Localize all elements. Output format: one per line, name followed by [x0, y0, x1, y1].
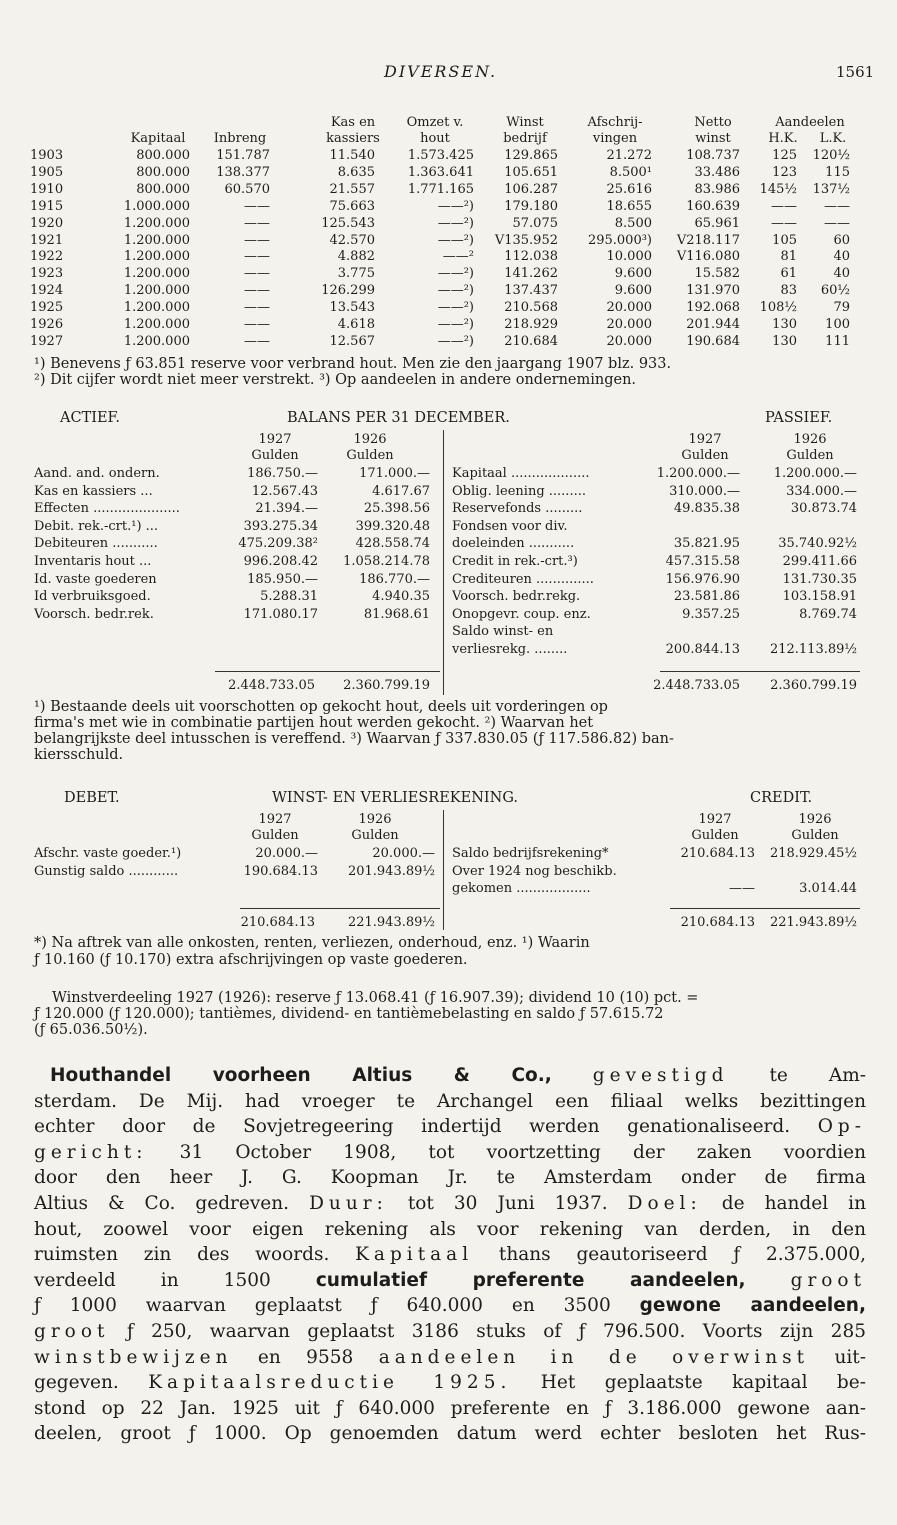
- ledger-label: Debiteuren ...........: [34, 536, 158, 552]
- table-cell: 1.771.165: [407, 181, 474, 197]
- winstverdeeling-line: Winstverdeeling 1927 (1926): reserve ƒ 13.068.41 (ƒ 16.907.39); dividend 10 (10) pct. =: [52, 990, 699, 1006]
- ledger-value: 334.000.—: [786, 483, 857, 499]
- ledger-value: 399.320.48: [355, 518, 430, 534]
- table-cell: 4.618: [337, 317, 375, 332]
- text-line: [34, 1319, 866, 1345]
- table-cell: 1.200.000: [123, 283, 190, 299]
- table-cell: 111: [825, 333, 850, 349]
- table-cell: 20.000: [606, 333, 652, 349]
- col-header-vingen: vingen: [592, 131, 638, 146]
- table-cell: ——²: [442, 249, 474, 265]
- table-cell: ——: [244, 333, 270, 349]
- table-cell: 125: [772, 148, 797, 163]
- text-span: gericht:: [34, 1141, 148, 1163]
- text-span: Kapitaal: [355, 1244, 474, 1266]
- col-header-kapitaal: Kapitaal: [130, 131, 186, 146]
- total-value: 221.943.89½: [347, 915, 435, 930]
- ledger-value: 186.750.—: [247, 466, 318, 481]
- ledger-label: Afschr. vaste goeder.¹): [34, 846, 182, 861]
- ledger-label: Onopgevr. coup. enz.: [452, 606, 591, 622]
- total-value: 2.360.799.19: [343, 678, 430, 693]
- total-rule: [670, 908, 860, 909]
- table-cell: ——: [244, 283, 270, 299]
- unit-header: Gulden: [251, 448, 299, 463]
- column-divider: [443, 810, 444, 930]
- ledger-value: 35.740.92½: [778, 536, 857, 552]
- table-cell: 8.635: [337, 164, 375, 180]
- text-span: gegeven.: [34, 1372, 119, 1394]
- col-header-lk: L.K.: [819, 131, 847, 146]
- year-header: 1926: [353, 432, 387, 447]
- text-span: te Am-: [769, 1065, 866, 1086]
- ledger-value: 186.770.—: [359, 571, 430, 587]
- text-span: groot: [790, 1269, 867, 1291]
- total-value: 2.360.799.19: [770, 678, 857, 693]
- table-cell: 79: [833, 300, 850, 316]
- table-cell: ——: [244, 198, 270, 214]
- table-cell: 83.986: [694, 181, 740, 197]
- year-header: 1926: [798, 812, 832, 827]
- table-cell: 105: [772, 232, 797, 248]
- ledger-value: 35.821.95: [673, 536, 740, 552]
- text-line: door den heer J. G. Koopman Jr. te Amsterdam onder de firma: [34, 1167, 866, 1189]
- ledger-value: 996.208.42: [243, 554, 318, 569]
- text-span: verdeeld in 1500: [34, 1269, 271, 1291]
- col-header-winst: Winst: [506, 115, 544, 130]
- table-cell: 75.663: [329, 198, 375, 214]
- text-line: [34, 1140, 866, 1166]
- col-header-omzet: Omzet v.: [406, 115, 464, 130]
- year-cell: 1905: [30, 164, 64, 180]
- text-span: Doel:: [627, 1192, 702, 1214]
- page-title: DIVERSEN.: [384, 62, 498, 81]
- table-cell: 42.570: [329, 232, 375, 248]
- ledger-value: 1.200.000.—: [773, 466, 857, 481]
- table-cell: 13.543: [329, 300, 375, 316]
- year-header: 1927: [258, 432, 292, 447]
- table-cell: ——²): [437, 215, 474, 231]
- table-cell: ——²): [437, 317, 474, 332]
- table-cell: 1.200.000: [123, 333, 190, 349]
- text-span: ƒ 1000 waarvan geplaatst ƒ 640.000 en 3500: [34, 1295, 611, 1317]
- table-cell: 179.180: [504, 198, 558, 214]
- ledger-label: Reservefonds .........: [452, 501, 583, 517]
- table-cell: 8.500: [614, 215, 652, 231]
- ledger-value: 299.411.66: [782, 554, 857, 569]
- text-span: Het geplaatste kapitaal be-: [540, 1372, 866, 1394]
- col-header-hout: hout: [420, 131, 450, 146]
- table-cell: 210.684: [504, 333, 558, 349]
- ledger-value: 30.873.74: [790, 501, 857, 517]
- ledger-label: Kas en kassiers ...: [34, 483, 153, 499]
- ledger-label: Gunstig saldo ............: [34, 863, 179, 879]
- footnote: *) Na aftrek van alle onkosten, renten, verliezen, onderhoud, enz. ¹) Waarin: [34, 935, 590, 951]
- table-cell: 115: [825, 164, 850, 180]
- ledger-label: Id verbruiksgoed.: [34, 589, 151, 605]
- table-cell: 123: [772, 164, 797, 180]
- text-line: sterdam. De Mij. had vroeger te Archangel een filiaal welks bezittingen: [34, 1090, 866, 1112]
- ledger-value: 49.835.38: [673, 501, 740, 517]
- table-cell: ——: [244, 266, 270, 282]
- ledger-label: Saldo winst- en: [452, 624, 554, 640]
- table-cell: 4.882: [337, 249, 375, 265]
- ledger-label: Id. vaste goederen: [34, 571, 157, 587]
- year-header: 1927: [688, 432, 722, 447]
- text-span: cumulatief preferente aandeelen,: [315, 1269, 746, 1291]
- winstverdeeling-line: ƒ 120.000 (ƒ 120.000); tantièmes, dividend- en tantièmebelasting en saldo ƒ 57.615.72: [34, 1006, 664, 1022]
- table-cell: 12.567: [329, 333, 375, 349]
- table-cell: 108½: [759, 300, 797, 316]
- table-cell: 11.540: [329, 148, 375, 163]
- table-cell: 201.944: [686, 317, 740, 332]
- table-cell: 40: [833, 249, 850, 265]
- table-cell: 18.655: [606, 198, 652, 214]
- total-value: 221.943.89½: [769, 915, 857, 930]
- column-divider: [443, 430, 444, 695]
- ledger-value: 190.684.13: [243, 863, 318, 879]
- ledger-value: 131.730.35: [782, 571, 857, 587]
- year-header: 1926: [358, 812, 392, 827]
- table-cell: 1.200.000: [123, 232, 190, 248]
- table-cell: ——²): [437, 333, 474, 349]
- table-cell: ——²): [437, 232, 474, 248]
- ledger-value: 218.929.45½: [769, 846, 857, 861]
- total-value: 2.448.733.05: [228, 678, 315, 693]
- ledger-value: 428.558.74: [355, 536, 430, 552]
- table-cell: 81: [780, 249, 797, 265]
- ledger-label: Credit in rek.-crt.³): [452, 554, 578, 569]
- total-value: 210.684.13: [240, 915, 315, 930]
- table-cell: ——: [244, 249, 270, 265]
- table-cell: ——: [771, 198, 797, 214]
- table-cell: 1.363.641: [407, 164, 474, 180]
- col-header-hk: H.K.: [768, 131, 798, 146]
- company-name: Houthandel voorheen Altius & Co.,: [50, 1065, 552, 1086]
- ledger-value: 457.315.58: [665, 554, 740, 569]
- total-rule: [215, 671, 440, 672]
- ledger-label: Aand. and. ondern.: [34, 466, 160, 481]
- text-line: [34, 1191, 866, 1217]
- text-span: ƒ 250, waarvan geplaatst 3186 stuks of ƒ 796.500. Voorts zijn 285: [126, 1320, 866, 1342]
- table-cell: V135.952: [494, 232, 558, 248]
- text-line: [34, 1370, 866, 1396]
- winstverdeeling-line: (ƒ 65.036.50½).: [34, 1022, 148, 1038]
- table-cell: 1.200.000: [123, 249, 190, 265]
- ledger-value: ——: [729, 881, 755, 897]
- table-cell: 108.737: [686, 148, 740, 163]
- table-cell: 137½: [812, 181, 850, 197]
- year-cell: 1921: [30, 232, 64, 248]
- passief-heading: PASSIEF.: [765, 410, 833, 426]
- table-cell: 137.437: [504, 283, 558, 299]
- table-cell: 60½: [820, 283, 850, 299]
- table-cell: 1.200.000: [123, 317, 190, 332]
- total-rule: [240, 908, 440, 909]
- year-cell: 1926: [30, 317, 64, 332]
- debet-heading: DEBET.: [64, 790, 120, 806]
- balans-title: BALANS PER 31 DECEMBER.: [287, 410, 510, 426]
- table-cell: 20.000: [606, 300, 652, 316]
- ledger-value: 475.209.38²: [238, 536, 318, 552]
- total-rule: [660, 671, 860, 672]
- ledger-label: Oblig. leening .........: [452, 483, 586, 499]
- text-span: ruimsten zin des woords.: [34, 1244, 330, 1266]
- text-span: 31 October 1908, tot voortzetting der zaken voordien: [179, 1141, 866, 1163]
- ledger-value: 5.288.31: [260, 589, 318, 605]
- col-header-bedrijf: bedrijf: [503, 131, 547, 146]
- text-line: [34, 1063, 866, 1089]
- actief-heading: ACTIEF.: [60, 410, 120, 426]
- table-cell: 800.000: [136, 148, 190, 163]
- text-span: Op-: [817, 1116, 866, 1138]
- year-cell: 1903: [30, 148, 64, 163]
- text-span: aandeelen in de overwinst: [378, 1346, 810, 1368]
- unit-header: Gulden: [791, 828, 839, 843]
- footnote: firma's met wie in combinatie partijen hout werden gekocht. ²) Waarvan het: [34, 715, 594, 731]
- ledger-value: 12.567.43: [251, 483, 318, 499]
- footnote: belangrijkste deel intusschen is vereffend. ³) Waarvan ƒ 337.830.05 (ƒ 117.586.82) ban-: [34, 731, 674, 747]
- table-cell: 138.377: [216, 164, 270, 180]
- text-line: [34, 1345, 866, 1371]
- footnote: ²) Dit cijfer wordt niet meer verstrekt. ³) Op aandeelen in andere ondernemingen.: [34, 372, 637, 388]
- ledger-value: 393.275.34: [243, 518, 318, 534]
- table-cell: ——: [824, 215, 850, 231]
- table-cell: 21.272: [606, 148, 652, 163]
- table-cell: 800.000: [136, 181, 190, 197]
- text-line: [34, 1293, 866, 1319]
- table-cell: ——: [771, 215, 797, 231]
- table-cell: 130: [772, 333, 797, 349]
- table-cell: 9.600: [614, 266, 652, 282]
- ledger-value: 3.014.44: [799, 881, 857, 897]
- table-cell: 800.000: [136, 164, 190, 180]
- unit-header: Gulden: [681, 448, 729, 463]
- text-span: gewone aandeelen,: [639, 1295, 866, 1317]
- table-cell: ——: [824, 198, 850, 214]
- table-cell: 15.582: [694, 266, 740, 282]
- table-cell: ——: [244, 215, 270, 231]
- col-header-kas-en: Kas en: [330, 115, 376, 130]
- table-cell: 60: [833, 232, 850, 248]
- table-cell: ——: [244, 300, 270, 316]
- ledger-value: 20.000.—: [372, 846, 435, 861]
- ledger-value: 103.158.91: [782, 589, 857, 605]
- wv-title: WINST- EN VERLIESREKENING.: [272, 790, 518, 806]
- table-cell: 210.568: [504, 300, 558, 316]
- text-line: [34, 1114, 866, 1140]
- table-cell: ——²): [437, 198, 474, 214]
- year-cell: 1915: [30, 198, 64, 214]
- year-cell: 1927: [30, 333, 64, 349]
- text-line: [34, 1268, 866, 1294]
- ledger-label: Crediteuren ..............: [452, 571, 594, 587]
- table-cell: 8.500¹: [609, 164, 652, 180]
- year-cell: 1920: [30, 215, 64, 231]
- text-span: Duur:: [309, 1192, 388, 1214]
- text-line: hout, zoowel voor eigen rekening als voor rekening van derden, in den: [34, 1218, 866, 1240]
- table-cell: 10.000: [606, 249, 652, 265]
- table-cell: 1.000.000: [123, 198, 190, 214]
- text-span: Kapitaalsreductie 1925.: [148, 1372, 512, 1394]
- footnote: ¹) Bestaande deels uit voorschotten op gekocht hout, deels uit vorderingen op: [34, 699, 608, 715]
- table-cell: ——²): [437, 266, 474, 282]
- text-span: en 9558: [257, 1346, 354, 1368]
- ledger-value: 23.581.86: [673, 589, 740, 605]
- ledger-value: 8.769.74: [799, 606, 857, 622]
- ledger-label: verliesrekg. ........: [452, 642, 568, 657]
- ledger-label: Inventaris hout ...: [34, 554, 152, 569]
- table-cell: 60.570: [224, 181, 270, 197]
- ledger-value: 171.000.—: [359, 466, 430, 481]
- col-header-netto: Netto: [694, 115, 732, 130]
- ledger-label: Voorsch. bedr.rek.: [34, 606, 154, 622]
- year-cell: 1923: [30, 266, 64, 282]
- ledger-label: Kapitaal ...................: [452, 466, 590, 481]
- table-cell: V218.117: [676, 232, 740, 248]
- table-cell: ——: [244, 232, 270, 248]
- table-cell: 151.787: [216, 148, 270, 163]
- ledger-value: 212.113.89½: [769, 642, 857, 657]
- footnote: ƒ 10.160 (ƒ 10.170) extra afschrijvingen op vaste goederen.: [34, 952, 468, 968]
- ledger-value: 1.200.000.—: [656, 466, 740, 481]
- ledger-value: 171.080.17: [243, 606, 318, 622]
- unit-header: Gulden: [786, 448, 834, 463]
- text-line: [34, 1242, 866, 1268]
- table-cell: 83: [780, 283, 797, 299]
- table-cell: 105.651: [504, 164, 558, 180]
- col-header-winst2: winst: [695, 131, 731, 146]
- ledger-value: 200.844.13: [665, 642, 740, 657]
- ledger-value: 21.394.—: [255, 501, 318, 517]
- table-cell: ——²): [437, 283, 474, 299]
- table-cell: 112.038: [504, 249, 558, 265]
- table-cell: 141.262: [504, 266, 558, 282]
- table-cell: 218.929: [504, 317, 558, 332]
- year-cell: 1910: [30, 181, 64, 197]
- ledger-label: Fondsen voor div.: [452, 518, 568, 534]
- ledger-label: doeleinden ...........: [452, 536, 575, 552]
- col-header-inbreng: Inbreng: [213, 131, 267, 146]
- table-cell: 190.684: [686, 333, 740, 349]
- total-value: 2.448.733.05: [653, 678, 740, 693]
- text-span: Altius & Co. gedreven.: [34, 1192, 290, 1214]
- year-header: 1927: [698, 812, 732, 827]
- text-line: deelen, groot ƒ 1000. Op genoemden datum werd echter besloten het Rus-: [34, 1423, 866, 1445]
- table-cell: 106.287: [504, 181, 558, 197]
- table-cell: 57.075: [512, 215, 558, 231]
- total-value: 210.684.13: [680, 915, 755, 930]
- ledger-value: 201.943.89½: [347, 863, 435, 879]
- ledger-label: Voorsch. bedr.rekg.: [452, 589, 581, 605]
- table-cell: ——: [244, 317, 270, 332]
- table-cell: 21.557: [329, 181, 375, 197]
- table-cell: 61: [780, 266, 797, 282]
- ledger-label: Debit. rek.-crt.¹) ...: [34, 518, 159, 534]
- table-cell: 65.961: [694, 215, 740, 231]
- table-cell: 40: [833, 266, 850, 282]
- table-cell: 1.200.000: [123, 266, 190, 282]
- col-header-kassiers: kassiers: [326, 131, 380, 146]
- footnote: ¹) Benevens ƒ 63.851 reserve voor verbrand hout. Men zie den jaargang 1907 blz. 933.: [34, 356, 672, 372]
- table-cell: 1.200.000: [123, 215, 190, 231]
- year-cell: 1924: [30, 283, 64, 299]
- company-description: [34, 1063, 866, 1447]
- text-span: thans geautoriseerd ƒ 2.375.000,: [498, 1244, 866, 1266]
- ledger-value: 1.058.214.78: [343, 554, 430, 569]
- text-span: groot: [34, 1320, 110, 1342]
- ledger-value: 20.000.—: [255, 846, 318, 861]
- footnote: kiersschuld.: [34, 747, 124, 763]
- table-cell: 129.865: [504, 148, 558, 163]
- table-cell: 126.299: [321, 283, 375, 299]
- year-cell: 1925: [30, 300, 64, 316]
- unit-header: Gulden: [691, 828, 739, 843]
- text-span: echter door de Sovjetregeering indertijd werden genationaliseerd.: [34, 1116, 791, 1138]
- table-cell: 130: [772, 317, 797, 332]
- table-cell: 125.543: [321, 215, 375, 231]
- text-line: stond op 22 Jan. 1925 uit ƒ 640.000 preferente en ƒ 3.186.000 gewone aan-: [34, 1397, 866, 1419]
- ledger-value: 25.398.56: [363, 501, 430, 517]
- unit-header: Gulden: [346, 448, 394, 463]
- table-cell: 33.486: [694, 164, 740, 180]
- ledger-value: 81.968.61: [363, 606, 430, 622]
- ledger-label: Over 1924 nog beschikb.: [452, 863, 617, 879]
- ledger-label: Saldo bedrijfsrekening*: [452, 846, 609, 861]
- table-cell: 120½: [812, 148, 850, 163]
- table-cell: 1.200.000: [123, 300, 190, 316]
- text-span: uit-: [834, 1346, 866, 1368]
- ledger-value: 4.940.35: [372, 589, 430, 605]
- table-cell: 3.775: [337, 266, 375, 282]
- table-cell: ——²): [437, 300, 474, 316]
- ledger-value: 310.000.—: [669, 483, 740, 499]
- ledger-value: 156.976.90: [665, 571, 740, 587]
- table-cell: 100: [825, 317, 850, 332]
- ledger-value: 4.617.67: [372, 483, 430, 499]
- year-header: 1926: [793, 432, 827, 447]
- ledger-value: 9.357.25: [682, 606, 740, 622]
- table-cell: V116.080: [676, 249, 740, 265]
- col-header-afschrij: Afschrij-: [587, 115, 643, 130]
- ledger-label: Effecten .....................: [34, 501, 180, 517]
- table-cell: 295.000³): [587, 232, 652, 248]
- table-cell: 20.000: [606, 317, 652, 332]
- credit-heading: CREDIT.: [750, 790, 813, 806]
- table-cell: 25.616: [606, 181, 652, 197]
- ledger-label: gekomen ..................: [452, 881, 591, 897]
- table-cell: 192.068: [686, 300, 740, 316]
- unit-header: Gulden: [251, 828, 299, 843]
- table-cell: 1.573.425: [407, 148, 474, 163]
- page-number: 1561: [836, 63, 875, 81]
- text-span: tot 30 Juni 1937.: [407, 1192, 608, 1214]
- year-cell: 1922: [30, 249, 64, 265]
- unit-header: Gulden: [351, 828, 399, 843]
- table-cell: 145½: [759, 181, 797, 197]
- ledger-value: 185.950.—: [247, 571, 318, 587]
- table-cell: 160.639: [686, 198, 740, 214]
- table-cell: 131.970: [686, 283, 740, 299]
- ledger-value: 210.684.13: [680, 846, 755, 861]
- text-span: winstbewijzen: [34, 1346, 233, 1368]
- year-header: 1927: [258, 812, 292, 827]
- col-header-aandeelen: Aandeelen: [775, 115, 845, 130]
- text-span: de handel in: [721, 1192, 866, 1214]
- text-span: gevestigd: [592, 1065, 729, 1086]
- table-cell: 9.600: [614, 283, 652, 299]
